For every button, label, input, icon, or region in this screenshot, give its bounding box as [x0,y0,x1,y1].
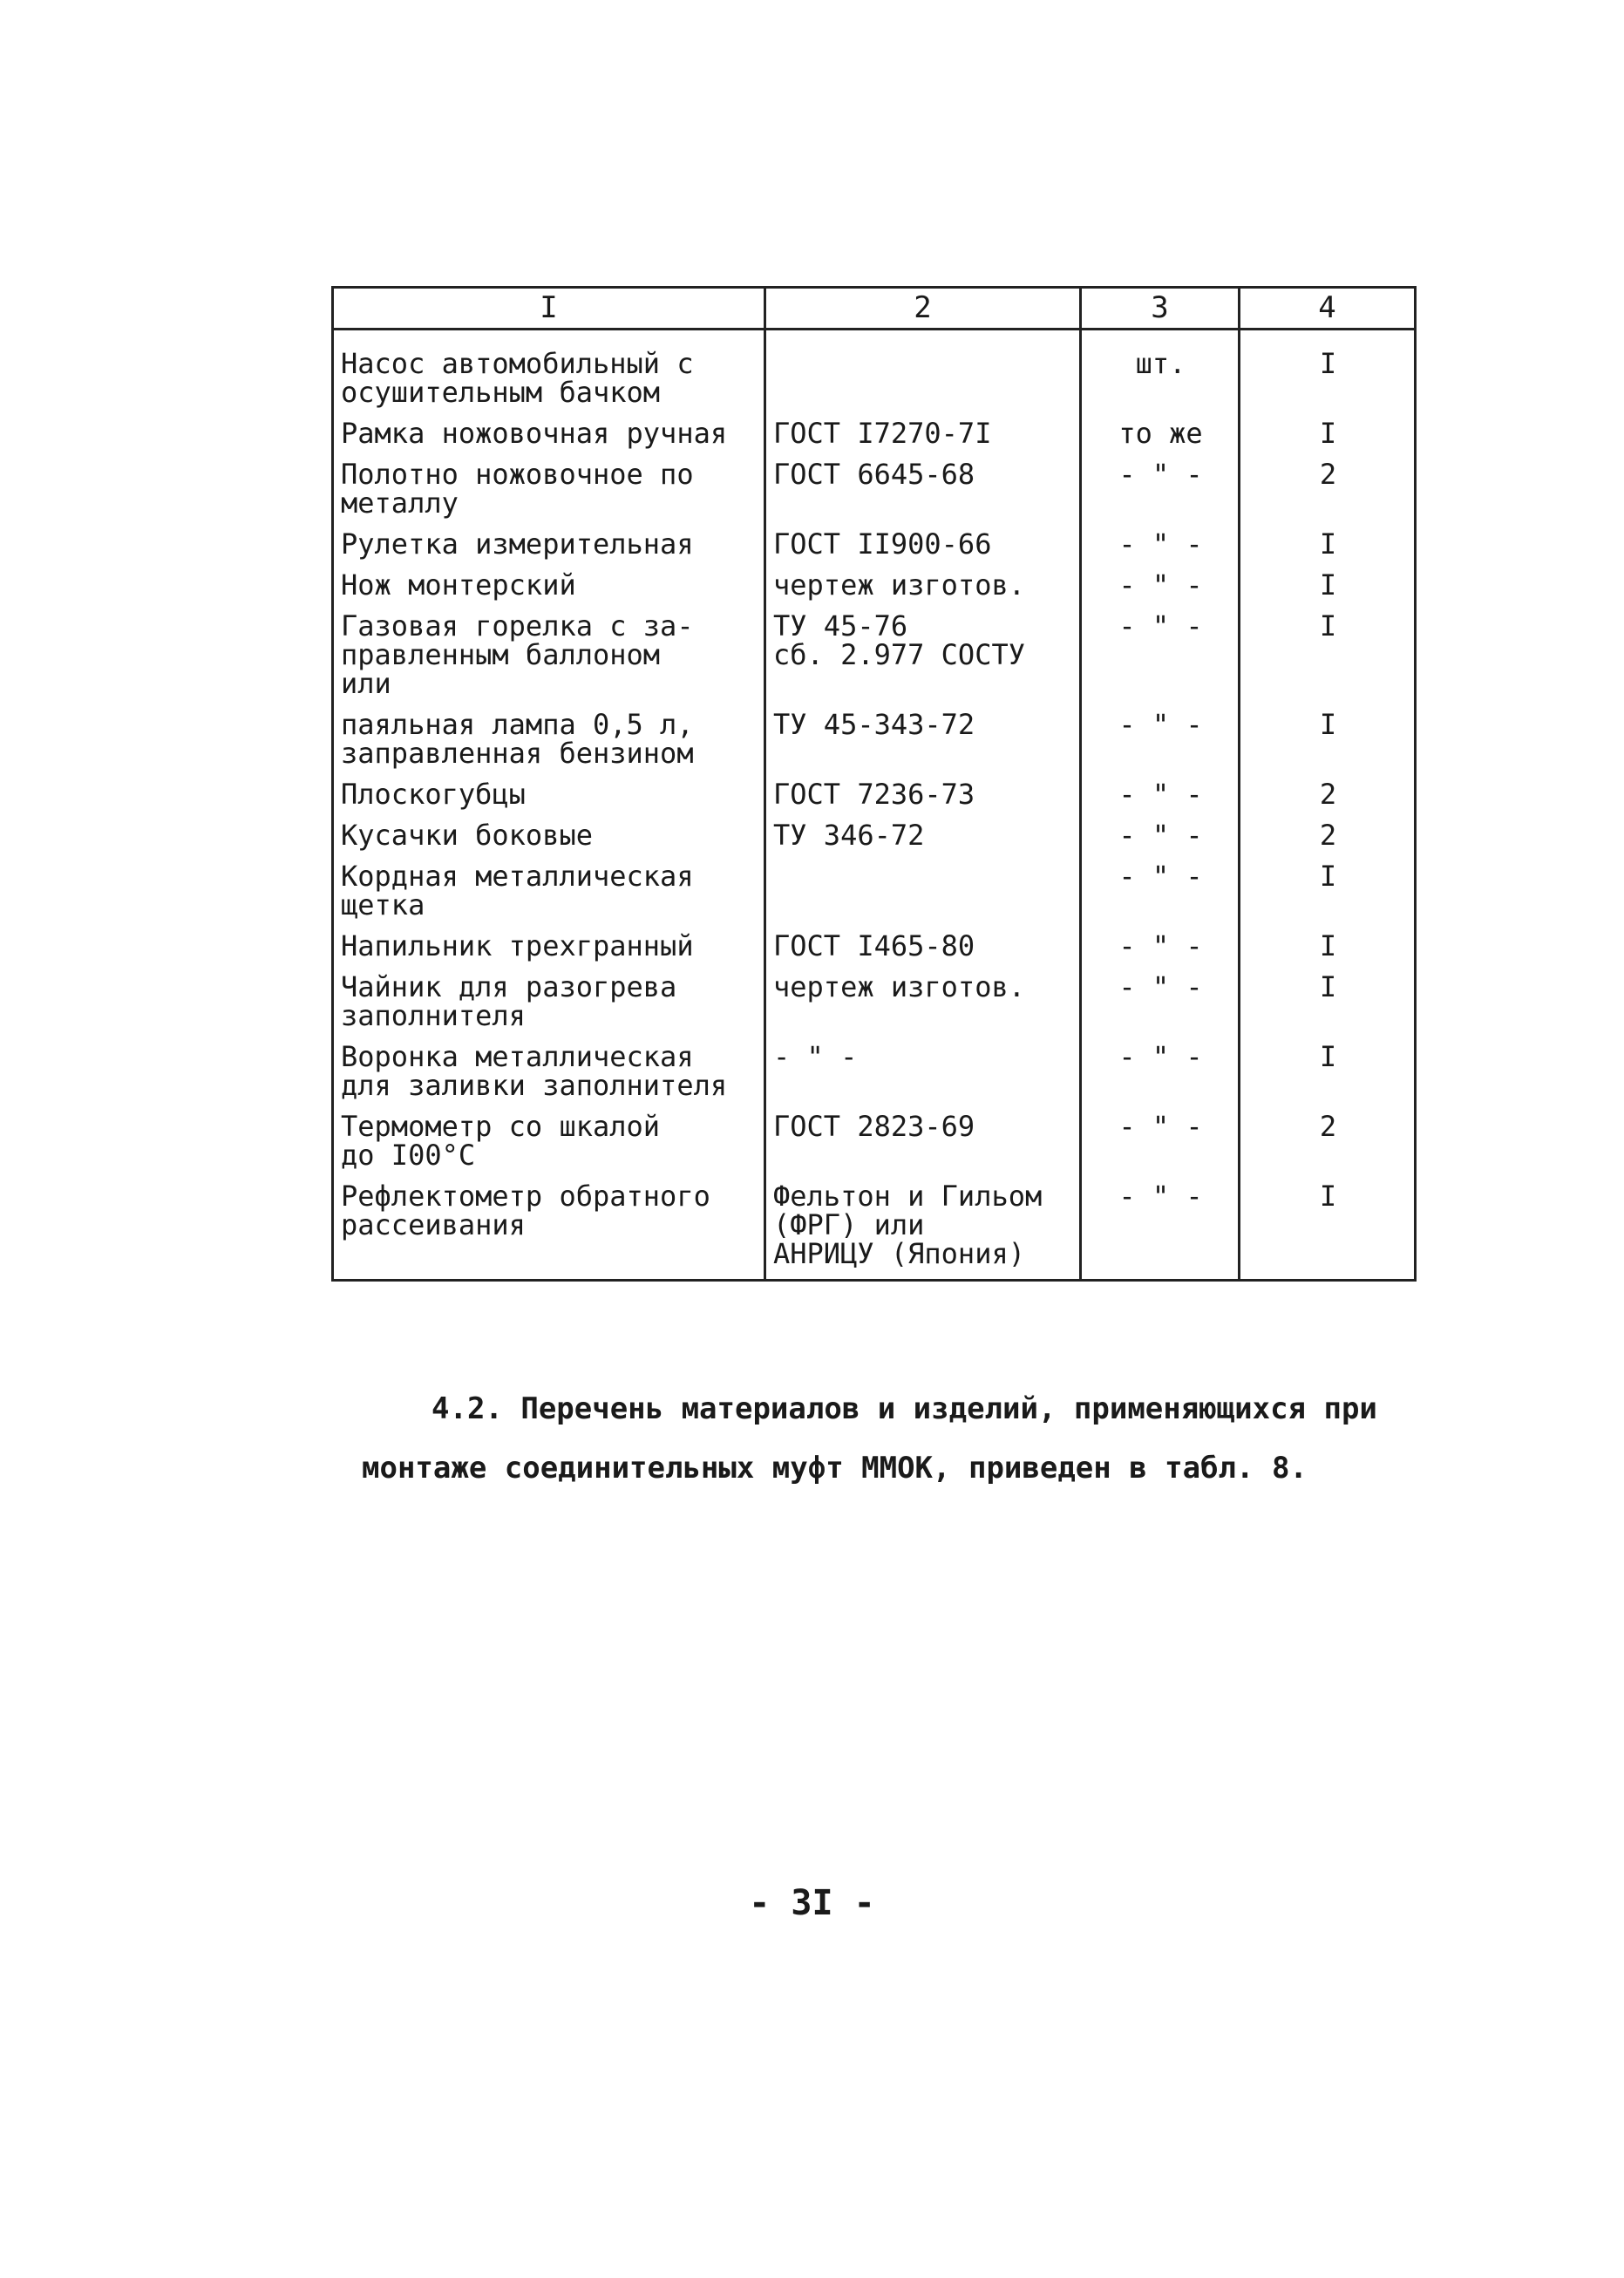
quantity-cell: I [1240,857,1416,927]
name-cell: паяльная лампа 0,5 л, заправленная бензином [333,705,765,775]
caption-paragraph: 4.2. Перечень материалов и изделий, применяющихся при монтаже соединительных муфт ММОК, приведен в табл. 8. [362,1391,1377,1486]
standard-cell: ТУ 346-72 [765,816,1081,857]
tools-table [331,286,1417,1282]
unit-cell: - " - [1081,455,1240,525]
table-row [333,857,1416,927]
standard-cell: ТУ 45-76 сб. 2.977 СОСТУ [765,607,1081,705]
table-row [333,1037,1416,1107]
page-number: - 3I - [749,1883,875,1923]
table-row [333,1177,1416,1281]
col-header-4: 4 [1240,288,1416,330]
quantity-cell: I [1240,968,1416,1037]
standard-cell: чертеж изготов. [765,566,1081,607]
quantity-cell: I [1240,607,1416,705]
name-cell: Рулетка измерительная [333,525,765,566]
table-row [333,968,1416,1037]
unit-cell: - " - [1081,566,1240,607]
name-cell: Полотно ножовочное по металлу [333,455,765,525]
quantity-cell: I [1240,566,1416,607]
unit-cell: - " - [1081,607,1240,705]
quantity-cell: I [1240,414,1416,455]
unit-cell: - " - [1081,775,1240,816]
name-cell: Насос автомобильный с осушительным бачком [333,330,765,415]
table-header [333,288,1416,330]
table-row [333,775,1416,816]
name-cell: Рамка ножовочная ручная [333,414,765,455]
name-cell: Термометр со шкалой до I00°C [333,1107,765,1177]
table-row [333,566,1416,607]
quantity-cell: 2 [1240,1107,1416,1177]
table-row [333,1107,1416,1177]
name-cell: Плоскогубцы [333,775,765,816]
quantity-cell: I [1240,927,1416,968]
name-cell: Кусачки боковые [333,816,765,857]
standard-cell: ТУ 45-343-72 [765,705,1081,775]
unit-cell: - " - [1081,857,1240,927]
table-row [333,455,1416,525]
standard-cell: ГОСТ 2823-69 [765,1107,1081,1177]
unit-cell: - " - [1081,968,1240,1037]
unit-cell: - " - [1081,927,1240,968]
unit-cell: - " - [1081,816,1240,857]
unit-cell: - " - [1081,525,1240,566]
col-header-3: 3 [1081,288,1240,330]
unit-cell: - " - [1081,705,1240,775]
standard-cell: ГОСТ 7236-73 [765,775,1081,816]
name-cell: Газовая горелка с за- правленным баллоном или [333,607,765,705]
quantity-cell: 2 [1240,775,1416,816]
name-cell: Кордная металлическая щетка [333,857,765,927]
name-cell: Воронка металлическая для заливки заполнителя [333,1037,765,1107]
name-cell: Нож монтерский [333,566,765,607]
standard-cell: ГОСТ I7270-7I [765,414,1081,455]
col-header-1: I [333,288,765,330]
name-cell: Напильник трехгранный [333,927,765,968]
quantity-cell: 2 [1240,816,1416,857]
quantity-cell: 2 [1240,455,1416,525]
unit-cell: - " - [1081,1177,1240,1281]
name-cell: Чайник для разогрева заполнителя [333,968,765,1037]
table-row [333,414,1416,455]
unit-cell: - " - [1081,1107,1240,1177]
standard-cell: ГОСТ 6645-68 [765,455,1081,525]
standard-cell: ГОСТ II900-66 [765,525,1081,566]
standard-cell: - " - [765,1037,1081,1107]
table-row [333,927,1416,968]
name-cell: Рефлектометр обратного рассеивания [333,1177,765,1281]
quantity-cell: I [1240,705,1416,775]
quantity-cell: I [1240,1037,1416,1107]
standard-cell [765,330,1081,415]
table-row [333,607,1416,705]
unit-cell: шт. [1081,330,1240,415]
table-row [333,525,1416,566]
standard-cell [765,857,1081,927]
unit-cell: то же [1081,414,1240,455]
table-row [333,816,1416,857]
table-row [333,705,1416,775]
quantity-cell: I [1240,330,1416,415]
table-header-row [333,288,1416,330]
standard-cell: чертеж изготов. [765,968,1081,1037]
standard-cell: Фельтон и Гильом (ФРГ) или АНРИЦУ (Япония) [765,1177,1081,1281]
unit-cell: - " - [1081,1037,1240,1107]
table-row [333,330,1416,415]
standard-cell: ГОСТ I465-80 [765,927,1081,968]
col-header-2: 2 [765,288,1081,330]
quantity-cell: I [1240,1177,1416,1281]
quantity-cell: I [1240,525,1416,566]
table-body [333,330,1416,1281]
